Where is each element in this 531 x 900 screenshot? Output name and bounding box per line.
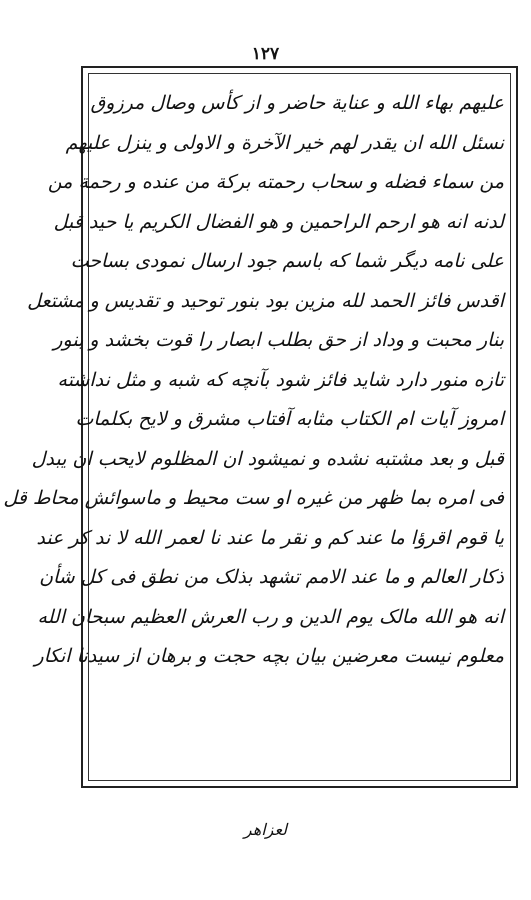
text-line: امروز آیات ام الکتاب مثابه آفتاب مشرق و لایح بکلمات [75, 408, 504, 430]
text-line: لدنه انه هو ارحم الراحمین و هو الفضال الکریم یا حید قبل [53, 210, 504, 233]
text-line: تازه منور دارد شاید فائز شود بآنچه که شبه و مثل نداشته [57, 368, 504, 391]
text-line: ذکار العالم و ما عند الامم تشهد بذلک من نطق فی کل شأن [39, 566, 504, 588]
text-line: انه هو الله مالک یوم الدین و رب العرش العظیم سبحان الله [37, 605, 504, 628]
text-line: نسئل الله ان یقدر لهم خیر الآخرة و الاولی و ینزل علیهم [65, 131, 504, 154]
catchword: لعزاهر [243, 820, 288, 839]
text-line: بنار محبت و وداد از حق بطلب ابصار را قوت بخشد و بنور [53, 329, 504, 351]
text-line: اقدس فائز الحمد لله مزین بود بنور توحید و تقدیس و مشتعل [27, 289, 504, 312]
text-line: فی امره بما ظهر من غیره او ست محیط و ماسوائش محاط قل [3, 487, 504, 509]
text-line: یا قوم اقرؤا ما عند کم و نقر ما عند نا لعمر الله لا ند کر عند [36, 526, 504, 549]
text-line: معلوم نیست معرضین بیان بچه حجت و برهان از سیدنا انکار [34, 645, 504, 667]
text-line: علیهم بهاء الله و عنایة حاضر و از کأس وصال مرزوق [90, 92, 504, 114]
text-line: قبل و بعد مشتبه نشده و نمیشود ان المظلوم لایحب ان یبدل [31, 447, 504, 470]
text-line: من سماء فضله و سحاب رحمته برکة من عنده و رحمة من [47, 171, 504, 193]
manuscript-text-block [3, 84, 504, 774]
text-line: علی نامه دیگر شما که باسم جود ارسال نمودی بساحت [70, 250, 504, 272]
page-number: ١٢٧ [251, 44, 280, 64]
